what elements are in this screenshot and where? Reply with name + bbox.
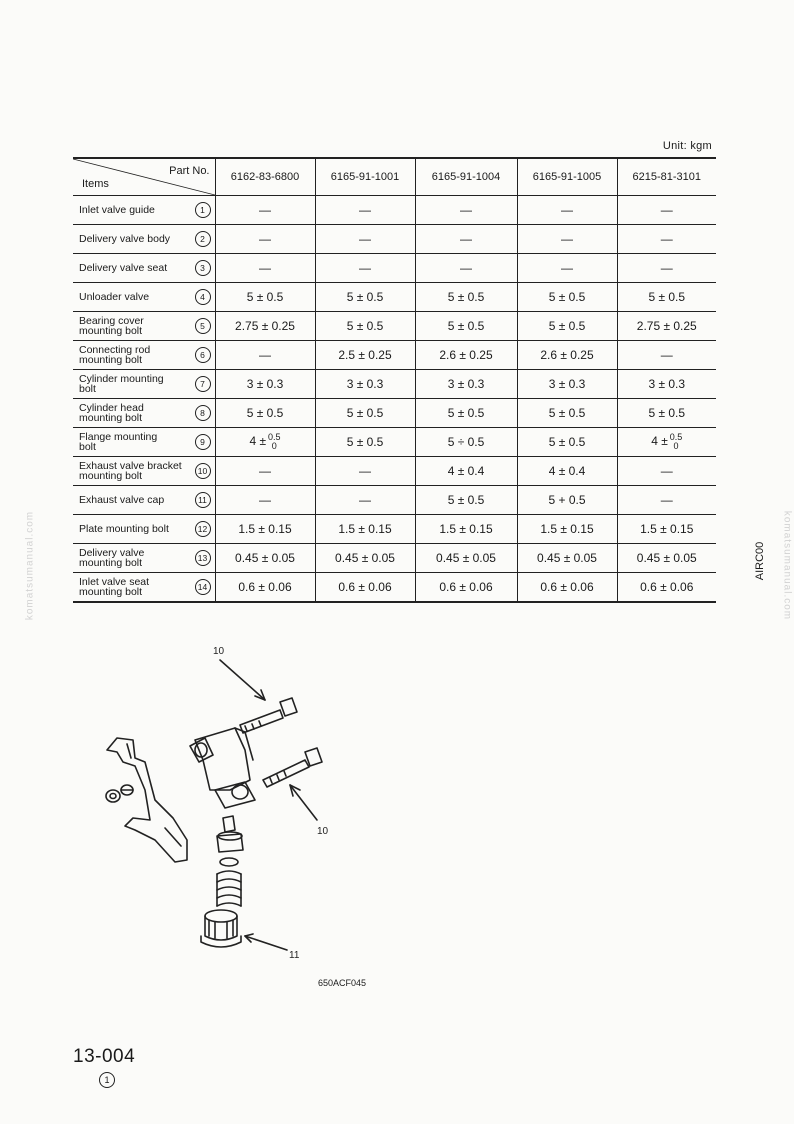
torque-value: — [460, 232, 472, 246]
revision-mark: 1 [99, 1072, 115, 1088]
item-name-line2: mounting bolt [79, 557, 143, 569]
item-name-line1: Bearing cover [79, 315, 144, 327]
torque-value: 5 ± 0.5 [346, 319, 384, 333]
torque-value-cell [415, 341, 517, 370]
part-number-header: 6165-91-1001 [315, 158, 415, 196]
tolerance-lower: 0 [673, 441, 679, 451]
torque-value-cell [315, 283, 415, 312]
item-name [79, 292, 189, 302]
torque-value: 5 ÷ 0.5 [447, 435, 485, 449]
torque-value-cell [517, 428, 617, 457]
item-name [79, 234, 189, 244]
table-row [73, 341, 716, 370]
torque-value: 0.6 ± 0.06 [439, 580, 493, 594]
table-row [73, 225, 716, 254]
torque-value: 2.75 ± 0.25 [235, 319, 295, 333]
torque-value-cell [415, 486, 517, 515]
torque-value: — [259, 203, 271, 217]
torque-value-cell [517, 341, 617, 370]
torque-value-cell [415, 399, 517, 428]
torque-value: — [359, 493, 371, 507]
table-row [73, 486, 716, 515]
item-name-cell [73, 544, 215, 573]
torque-value-cell [617, 283, 716, 312]
table-row [73, 573, 716, 603]
item-name [79, 263, 189, 273]
torque-value: — [259, 493, 271, 507]
torque-value-cell [415, 428, 517, 457]
torque-value-cell [315, 428, 415, 457]
torque-value-cell [215, 312, 315, 341]
item-name-line1: Plate mounting bolt [79, 523, 169, 535]
valve-assembly-illustration [95, 640, 395, 980]
item-name [79, 374, 189, 394]
header-part-no: Part No. [169, 165, 210, 177]
torque-value-cell [215, 341, 315, 370]
torque-value-cell [315, 457, 415, 486]
torque-value-cell [517, 544, 617, 573]
item-name [79, 316, 189, 336]
torque-value-cell [215, 283, 315, 312]
watermark-left: komatsumanual.com [24, 510, 36, 621]
table-row [73, 312, 716, 341]
torque-value: 2.6 ± 0.25 [439, 348, 493, 362]
torque-value: 5 ± 0.5 [447, 406, 485, 420]
torque-value: 5 ± 0.5 [648, 290, 686, 304]
table-row [73, 254, 716, 283]
torque-value: 5 + 0.5 [548, 493, 586, 507]
torque-value-cell [617, 457, 716, 486]
item-number-badge: 4 [195, 289, 211, 305]
item-name-line1: Connecting rod [79, 344, 151, 356]
torque-value: 3 ± 0.3 [648, 377, 686, 391]
item-number-badge: 6 [195, 347, 211, 363]
item-name-cell [73, 196, 215, 225]
torque-value: 4 ± 0.4 [447, 464, 485, 478]
torque-value-cell [617, 399, 716, 428]
item-name [79, 495, 189, 505]
torque-value: 5 ± 0.5 [548, 435, 586, 449]
torque-value-cell [617, 370, 716, 399]
item-name-line1: Flange mounting [79, 431, 158, 443]
torque-value: — [660, 348, 673, 362]
item-name-line1: Delivery valve seat [79, 262, 168, 274]
torque-value-cell [215, 515, 315, 544]
item-name-line1: Delivery valve body [79, 233, 171, 245]
item-name [79, 432, 189, 452]
torque-value-cell [617, 544, 716, 573]
item-name [79, 577, 189, 597]
torque-value: — [660, 261, 673, 275]
torque-value-cell [517, 457, 617, 486]
torque-value-cell [415, 515, 517, 544]
torque-value: 0.45 ± 0.05 [537, 551, 597, 565]
torque-value-cell [315, 254, 415, 283]
torque-value-cell [517, 573, 617, 603]
item-name-line2: mounting bolt [79, 412, 143, 424]
torque-value: — [561, 232, 573, 246]
item-name-cell [73, 254, 215, 283]
torque-value: — [259, 232, 271, 246]
torque-value-cell [415, 573, 517, 603]
torque-value-cell [215, 457, 315, 486]
torque-value-cell [315, 225, 415, 254]
torque-value-cell [215, 196, 315, 225]
torque-value-cell [415, 254, 517, 283]
torque-value: — [359, 232, 371, 246]
torque-value: 5 ± 0.5 [447, 319, 485, 333]
item-name-line1: Inlet valve seat [79, 576, 150, 588]
callout-bottom: 11 [289, 950, 300, 961]
item-number-badge: 7 [195, 376, 211, 392]
torque-value-cell [415, 196, 517, 225]
table-header-row [73, 158, 716, 196]
section-code: AIRC00 [754, 541, 766, 581]
item-name [79, 461, 189, 481]
item-number-badge: 5 [195, 318, 211, 334]
tolerance-fraction [268, 433, 281, 451]
torque-value: 3 ± 0.3 [346, 377, 384, 391]
torque-value-cell [517, 312, 617, 341]
item-name [79, 548, 189, 568]
torque-value-cell [315, 486, 415, 515]
torque-value-cell [517, 225, 617, 254]
torque-value-cell [617, 486, 716, 515]
torque-value: — [460, 261, 472, 275]
torque-value-cell [315, 196, 415, 225]
torque-value-cell [517, 486, 617, 515]
torque-value: 5 ± 0.5 [346, 435, 384, 449]
torque-value-cell [215, 428, 315, 457]
figure-label: 650ACF045 [318, 978, 367, 988]
item-name-cell [73, 399, 215, 428]
torque-value-cell [315, 515, 415, 544]
torque-value: 5 ± 0.5 [548, 319, 586, 333]
torque-value-cell [415, 225, 517, 254]
torque-value-cell [517, 515, 617, 544]
item-number-badge: 14 [195, 579, 211, 595]
header-corner-cell [73, 158, 215, 196]
torque-value: 1.5 ± 0.15 [439, 522, 493, 536]
tolerance-upper: 0.5 [669, 432, 683, 442]
torque-value-cell [617, 196, 716, 225]
unit-label: Unit: kgm [662, 140, 712, 152]
torque-value: 2.5 ± 0.25 [338, 348, 392, 362]
torque-value: 1.5 ± 0.15 [338, 522, 392, 536]
torque-value-cell [415, 312, 517, 341]
torque-value-cell [617, 573, 716, 603]
torque-value-cell [315, 370, 415, 399]
torque-value: 2.6 ± 0.25 [540, 348, 594, 362]
torque-value: 0.45 ± 0.05 [436, 551, 496, 565]
torque-value: — [359, 464, 371, 478]
table-row [73, 457, 716, 486]
table-row [73, 196, 716, 225]
torque-value: — [660, 464, 673, 478]
torque-value: 0.6 ± 0.06 [338, 580, 392, 594]
torque-value: 0.45 ± 0.05 [636, 551, 697, 565]
torque-value-cell [315, 399, 415, 428]
torque-value-cell [315, 341, 415, 370]
item-name [79, 524, 189, 534]
torque-value: 1.5 ± 0.15 [540, 522, 594, 536]
torque-value: 1.5 ± 0.15 [238, 522, 292, 536]
item-number-badge: 12 [195, 521, 211, 537]
watermark-right: komatsumanual.com [781, 510, 793, 621]
torque-value: 0.6 ± 0.06 [540, 580, 594, 594]
torque-value: 3 ± 0.3 [548, 377, 586, 391]
item-name-cell [73, 312, 215, 341]
table-row [73, 515, 716, 544]
torque-value: — [660, 232, 673, 246]
torque-value-cell [415, 283, 517, 312]
torque-value: — [561, 261, 573, 275]
item-name-cell [73, 515, 215, 544]
torque-value: 5 ± 0.5 [648, 406, 686, 420]
item-name [79, 205, 189, 215]
torque-value: 0.6 ± 0.06 [640, 580, 694, 594]
torque-value-cell [215, 544, 315, 573]
item-name-line1: Cylinder mounting [79, 373, 164, 385]
item-name-cell [73, 428, 215, 457]
item-name-cell [73, 573, 215, 603]
page-number: 13-004 [73, 1046, 136, 1067]
item-name-line2: bolt [79, 441, 96, 453]
item-name-line1: Exhaust valve cap [79, 494, 165, 506]
item-name-cell [73, 486, 215, 515]
table-row [73, 399, 716, 428]
torque-value-cell [617, 225, 716, 254]
header-items: Items [82, 178, 109, 190]
torque-value: 5 ± 0.5 [548, 406, 586, 420]
torque-value: — [359, 203, 371, 217]
torque-value-cell [315, 573, 415, 603]
torque-value: 3 ± 0.3 [246, 377, 284, 391]
torque-value: 2.75 ± 0.25 [636, 319, 697, 333]
torque-spec-table [73, 157, 716, 603]
item-name-line1: Delivery valve [79, 547, 145, 559]
torque-value-cell [617, 515, 716, 544]
part-number-header: 6165-91-1004 [415, 158, 517, 196]
torque-value-cell [215, 399, 315, 428]
torque-value-cell [215, 486, 315, 515]
torque-value: 0.45 ± 0.05 [235, 551, 295, 565]
part-number-header: 6162-83-6800 [215, 158, 315, 196]
item-name-line2: mounting bolt [79, 586, 143, 598]
torque-value: 5 ± 0.5 [346, 406, 384, 420]
torque-value: 5 ± 0.5 [447, 493, 485, 507]
torque-value: — [259, 261, 271, 275]
torque-value-cell [617, 312, 716, 341]
torque-value: 0.45 ± 0.05 [335, 551, 395, 565]
item-name-cell [73, 457, 215, 486]
torque-value: 5 ± 0.5 [447, 290, 485, 304]
item-number-badge: 3 [195, 260, 211, 276]
table-row [73, 370, 716, 399]
tolerance-fraction [670, 433, 683, 451]
item-name-cell [73, 341, 215, 370]
torque-value: — [660, 493, 673, 507]
torque-value-cell [215, 225, 315, 254]
torque-value-cell [215, 254, 315, 283]
torque-value: 5 ± 0.5 [548, 290, 586, 304]
item-name-line2: mounting bolt [79, 325, 143, 337]
torque-value: 5 ± 0.5 [346, 290, 384, 304]
torque-value-cell [517, 196, 617, 225]
item-name-line1: Cylinder head [79, 402, 144, 414]
item-name-line1: Exhaust valve bracket [79, 460, 182, 472]
torque-value: — [460, 203, 472, 217]
item-number-badge: 13 [195, 550, 211, 566]
torque-value: 5 ± 0.5 [246, 406, 284, 420]
torque-value-cell [415, 544, 517, 573]
torque-value: 3 ± 0.3 [447, 377, 485, 391]
torque-value: 0.6 ± 0.06 [238, 580, 292, 594]
item-name-line2: mounting bolt [79, 470, 143, 482]
table-row [73, 544, 716, 573]
callout-top: 10 [213, 646, 225, 657]
torque-value: — [561, 203, 573, 217]
torque-value-cell [215, 573, 315, 603]
item-name-line1: Inlet valve guide [79, 204, 155, 216]
item-name-cell [73, 370, 215, 399]
torque-value: 1.5 ± 0.15 [640, 522, 694, 536]
part-number-header: 6165-91-1005 [517, 158, 617, 196]
torque-value: — [259, 464, 271, 478]
item-number-badge: 10 [195, 463, 211, 479]
torque-value-cell [315, 544, 415, 573]
item-number-badge: 8 [195, 405, 211, 421]
torque-value: — [660, 203, 673, 217]
torque-value: 4 ± [249, 434, 267, 449]
torque-value-cell [517, 283, 617, 312]
item-name-cell [73, 225, 215, 254]
item-number-badge: 9 [195, 434, 211, 450]
torque-value-cell [617, 254, 716, 283]
torque-value-cell [617, 428, 716, 457]
item-name-line1: Unloader valve [79, 291, 150, 303]
torque-value-cell [517, 370, 617, 399]
torque-value-cell [415, 457, 517, 486]
torque-value-cell [415, 370, 517, 399]
item-number-badge: 2 [195, 231, 211, 247]
table-row [73, 283, 716, 312]
tolerance-lower: 0 [271, 441, 277, 451]
item-name-line2: bolt [79, 383, 96, 395]
item-name [79, 403, 189, 423]
torque-value: — [359, 261, 371, 275]
item-name-line2: mounting bolt [79, 354, 143, 366]
torque-value: — [259, 348, 271, 362]
torque-value: 4 ± 0.4 [548, 464, 586, 478]
torque-value-cell [617, 341, 716, 370]
table-row [73, 428, 716, 457]
torque-value-cell [315, 312, 415, 341]
item-name-cell [73, 283, 215, 312]
callout-right: 10 [317, 826, 329, 837]
item-number-badge: 11 [195, 492, 211, 508]
item-number-badge: 1 [195, 202, 211, 218]
torque-value: 4 ± [651, 434, 668, 449]
torque-value-cell [215, 370, 315, 399]
torque-value-cell [517, 254, 617, 283]
torque-value-cell [517, 399, 617, 428]
item-name [79, 345, 189, 365]
tolerance-upper: 0.5 [268, 432, 281, 442]
part-number-header: 6215-81-3101 [617, 158, 716, 196]
torque-value: 5 ± 0.5 [246, 290, 284, 304]
